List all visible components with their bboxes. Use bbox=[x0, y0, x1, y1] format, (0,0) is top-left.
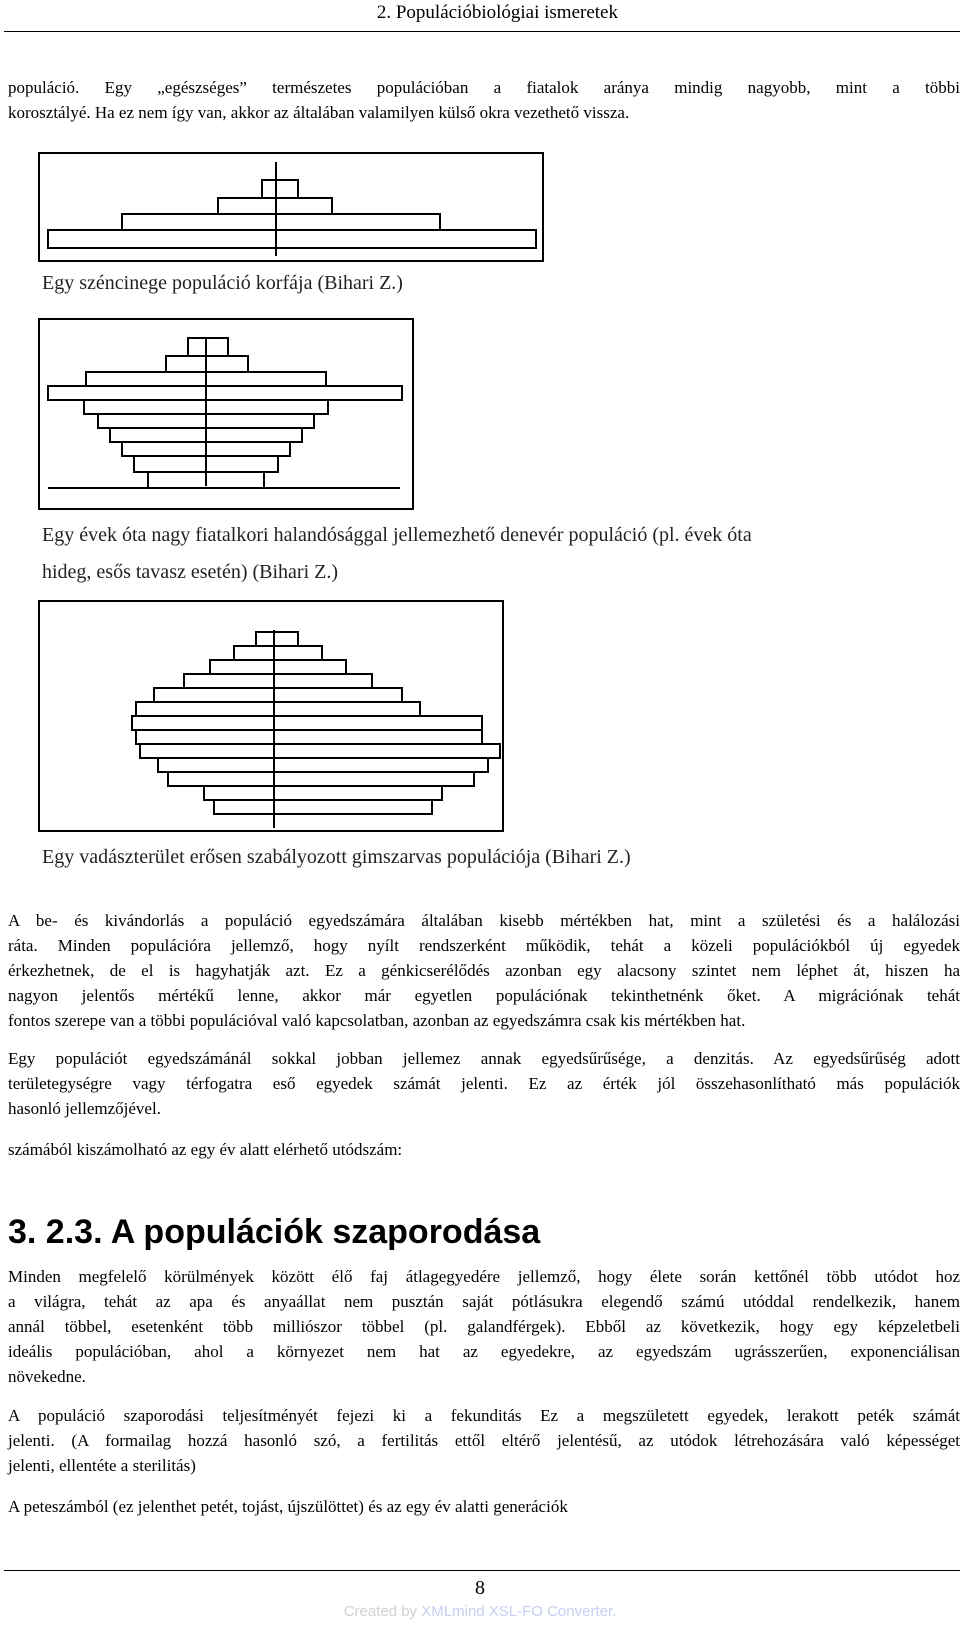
figure-bat-pyramid bbox=[38, 318, 414, 510]
footer-rule bbox=[4, 1570, 960, 1571]
reproduction-line-4: ideális populációban, ahol a környezet nem hat az egyedekre, az egyedszám ugrásszerűen, exponenciálisan bbox=[8, 1342, 960, 1361]
page-number: 8 bbox=[475, 1577, 485, 1599]
figure-caption-red-deer: Egy vadászterület erősen szabályozott gimszarvas populációja (Bihari Z.) bbox=[42, 846, 631, 868]
migration-line-4: nagyon jelentős mértékű lenne, akkor már egyetlen populációnak tekinthetnénk őket. A migrációnak tehát bbox=[8, 986, 960, 1005]
reproduction-line-2: a világra, tehát az apa és anyaállat nem pusztán saját pótlásukra elegendő számú utóddal rendelkezik, hanem bbox=[8, 1292, 960, 1311]
header-title: 2. Populációbiológiai ismeretek bbox=[376, 2, 618, 23]
fecundity-line-1: A populáció szaporodási teljesítményét fejezi ki a fekunditás Ez a megszületett egyedek, lerakott peték számát bbox=[8, 1406, 960, 1425]
migration-line-5: fontos szerepe van a többi populációval való kapcsolatban, azonban az egyedszámra csak kis mértékben hat. bbox=[8, 1011, 746, 1030]
migration-line-1: A be- és kivándorlás a populáció egyedszámára általában kisebb mértékben hat, mint a születési és a halálozási bbox=[8, 911, 960, 930]
density-line-3: hasonló jellemzőjével. bbox=[8, 1099, 161, 1118]
density-line-2: területegységre vagy térfogatra eső egyedek számát jelenti. Ez az érték jól összehasonlítható más populációk bbox=[8, 1074, 960, 1093]
density-line-1: Egy populációt egyedszámánál sokkal jobban jellemez annak egyedsűrűsége, a denzitás. Az egyedsűrűség adott bbox=[8, 1049, 960, 1068]
figure-caption-great-tit: Egy széncinege populáció korfája (Bihari Z.) bbox=[42, 272, 403, 294]
figure-caption-bat-1: Egy évek óta nagy fiatalkori halandósággal jellemezhető denevér populáció (pl. évek óta bbox=[42, 524, 752, 546]
figure-red-deer-pyramid bbox=[38, 600, 504, 832]
intro-line-1: populáció. Egy „egészséges” természetes populációban a fiatalok aránya mindig nagyobb, mint a többi bbox=[8, 78, 960, 97]
intro-line-2: korosztályé. Ha ez nem így van, akkor az általában valamilyen külső okra vezethető vissza. bbox=[8, 103, 630, 122]
egg-count-line: A peteszámból (ez jelenthet petét, tojást, újszülöttet) és az egy év alatti generációk bbox=[8, 1497, 568, 1516]
offspring-line: számából kiszámolható az egy év alatt elérhető utódszám: bbox=[8, 1140, 403, 1159]
credit-brand: XMLmind XSL-FO Converter. bbox=[421, 1603, 617, 1620]
footer-credit bbox=[0, 1603, 960, 1620]
reproduction-line-5: növekedne. bbox=[8, 1367, 86, 1386]
header-rule bbox=[4, 31, 960, 32]
section-heading: 3. 2.3. A populációk szaporodása bbox=[8, 1213, 541, 1251]
figure-great-tit-pyramid bbox=[38, 152, 544, 262]
migration-line-2: ráta. Minden populációra jellemző, hogy nyílt rendszerként működik, tehát a közeli populációkból új egyedek bbox=[8, 936, 960, 955]
figure-caption-bat-2: hideg, esős tavasz esetén) (Bihari Z.) bbox=[42, 561, 339, 583]
fecundity-line-3: jelenti, ellentéte a sterilitás) bbox=[8, 1456, 196, 1475]
reproduction-line-1: Minden megfelelő körülmények között élő faj átlagegyedére jellemző, hogy élete során kettőnél több utódot hoz bbox=[8, 1267, 960, 1286]
credit-prefix: Created by bbox=[343, 1603, 422, 1620]
migration-line-3: érkezhetnek, de el is hagyhatják azt. Ez a génkicserélődés azonban egy alacsony szintet nem léphet át, hiszen ha bbox=[8, 961, 960, 980]
reproduction-line-3: annál többel, esetenként több milliószor többel (pl. galandférgek). Ebből az következik, hogy egy képzeletbeli bbox=[8, 1317, 960, 1336]
fecundity-line-2: jelenti. (A formailag hozzá hasonló szó, a fertilitás ettől eltérő jelentésű, az utódok létrehozására való képességet bbox=[8, 1431, 960, 1450]
